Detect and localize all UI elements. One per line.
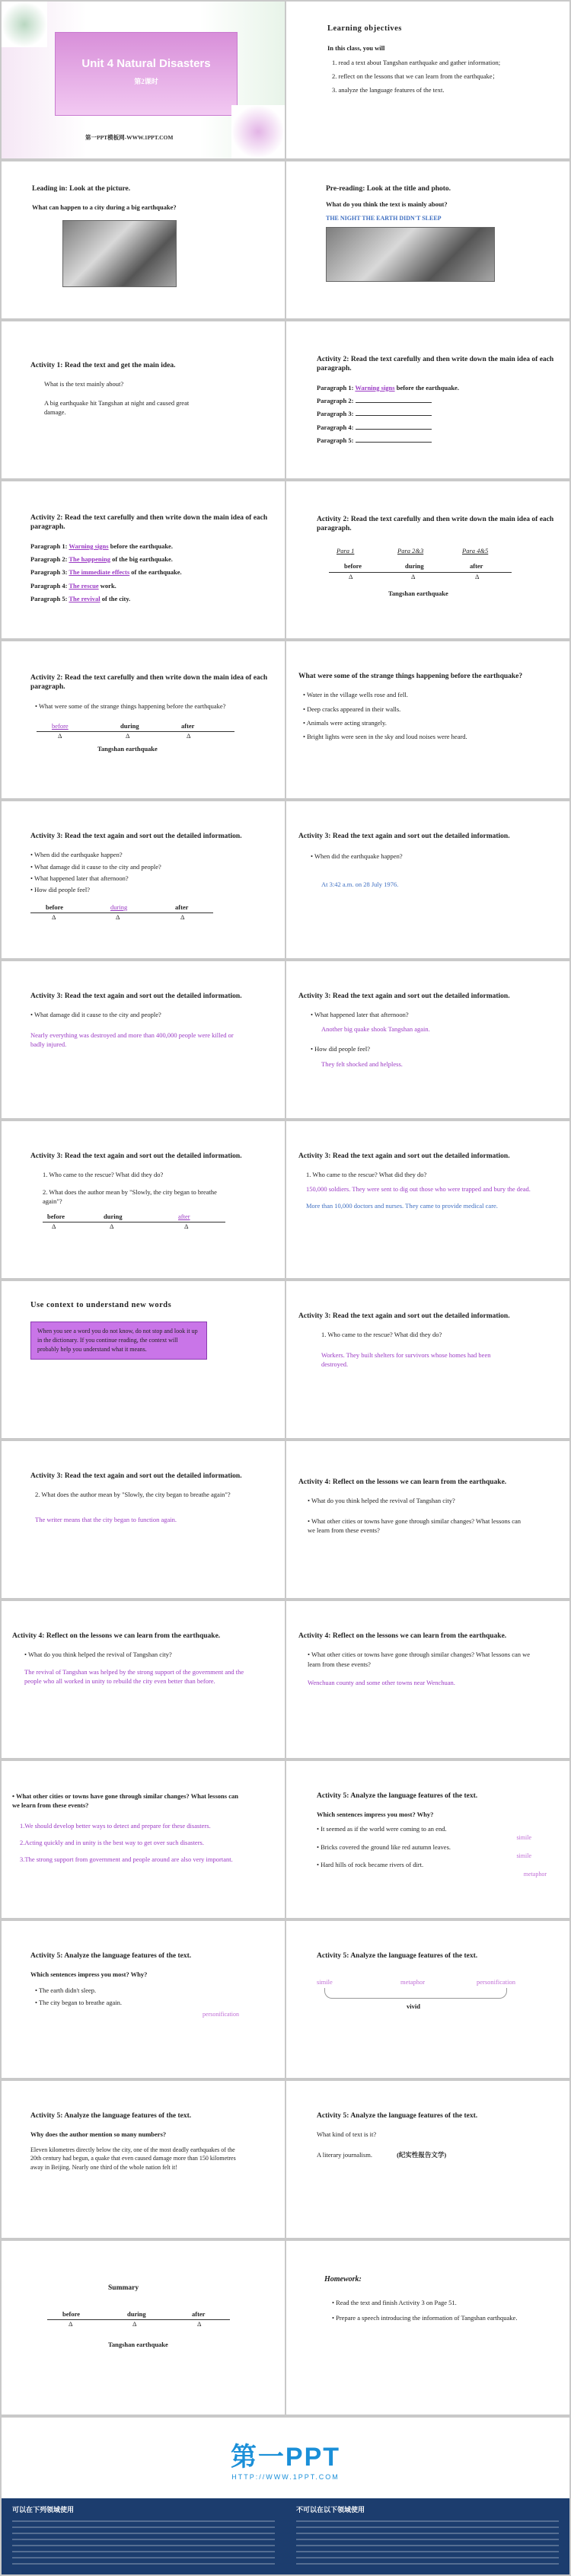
title-panel xyxy=(55,32,238,116)
para-label: Para 4&5 xyxy=(462,546,489,555)
page-title: Unit 4 Natural Disasters xyxy=(81,57,211,70)
question-text: 1. Who came to the rescue? What did they do? xyxy=(321,1331,442,1339)
sentence-item: • Hard hills of rock became rivers of dirt. xyxy=(317,1861,424,1869)
answer-text: More than 10,000 doctors and nurses. They came to provide medical care. xyxy=(306,1201,498,1210)
link-list xyxy=(296,2520,559,2566)
site-label: 第一PPT模板网-WWW.1PPT.COM xyxy=(85,134,174,141)
slide-activity5-vivid xyxy=(286,1921,569,2078)
center-label: vivid xyxy=(407,2002,420,2011)
slide-title: Homework: xyxy=(324,2275,362,2284)
disallowed-uses: 不可以在以下领域使用 xyxy=(286,2498,569,2574)
slide-title: Activity 2: Read the text carefully and then write down the main idea of each paragraph. xyxy=(30,514,268,532)
question-text: • What other cities or towns have gone through similar changes? What lessons can we learn from these events? xyxy=(308,1517,522,1534)
question-text: • How did people feel? xyxy=(311,1044,371,1053)
slide-activity3-rescue xyxy=(2,1121,285,1278)
list-item: • Bright lights were seen in the sky and loud noises were heard. xyxy=(303,733,467,741)
homework-item: • Read the text and finish Activity 3 on Page 51. xyxy=(332,2298,457,2306)
question-text: What kind of text is it? xyxy=(317,2130,377,2139)
timeline-label: during xyxy=(110,903,128,911)
slide-title: Activity 3: Read the text again and sort out the detailed information. xyxy=(298,992,510,1000)
slide-activity1 xyxy=(2,321,285,478)
rescue-photo xyxy=(326,227,495,282)
slide-activity2-timeline xyxy=(286,481,569,638)
slide-activity3-when xyxy=(286,801,569,958)
timeline-mark: Δ xyxy=(52,1222,56,1231)
answer-text: Nearly everything was destroyed and more than 400,000 people were killed or badly injured. xyxy=(30,1031,234,1048)
timeline xyxy=(37,720,234,758)
question-text: • What other cities or towns have gone through similar changes? What lessons can we learn from these events? xyxy=(12,1792,238,1810)
feature-label: metaphor xyxy=(400,1978,426,1986)
timeline-label: during xyxy=(104,1213,123,1221)
slide-activity3-afternoon xyxy=(286,961,569,1118)
timeline-line xyxy=(329,572,512,573)
question-text: • What happened later that afternoon? xyxy=(311,1011,409,1019)
timeline-mark: Δ xyxy=(126,732,130,740)
slide-title: Activity 3: Read the text again and sort out the detailed information. xyxy=(30,833,242,840)
timeline-mark: Δ xyxy=(180,912,185,921)
timeline-label: after xyxy=(192,2309,206,2318)
answer-text: Wenchuan county and some other towns near Wenchuan. xyxy=(308,1678,455,1686)
slide-title: Use context to understand new words xyxy=(30,1301,172,1309)
question-text: 2. What does the author mean by "Slowly, the city began to breathe again"? xyxy=(35,1491,231,1499)
paragraph-row: Paragraph 4: xyxy=(317,423,554,432)
slide-activity3-damage xyxy=(2,961,285,1118)
answer-text: At 3:42 a.m. on 28 July 1976. xyxy=(321,880,399,888)
question-text: Which sentences impress you most? Why? xyxy=(317,1811,434,1819)
timeline xyxy=(329,543,512,604)
logo-text: 第一PPT xyxy=(230,2443,341,2472)
timeline-mark: Δ xyxy=(475,572,480,580)
bracket-line xyxy=(324,1988,507,1999)
question-text: • What damage did it cause to the city and people? xyxy=(30,1011,161,1019)
question-text: 1. Who came to the rescue? What did they do? xyxy=(43,1171,164,1179)
question-text: • What do you think helped the revival of Tangshan city? xyxy=(24,1651,172,1659)
paragraph-row: Paragraph 1: Warning signs before the earthquake. xyxy=(317,383,459,392)
slide-title xyxy=(2,2,285,158)
allowed-uses: 可以在下列领域使用 xyxy=(2,2498,286,2574)
slide-activity5-personification xyxy=(2,1921,285,2078)
footer-logo xyxy=(2,2418,569,2481)
figure-note: personification xyxy=(203,2011,239,2018)
slide-title: Activity 4: Reflect on the lessons we can learn from the earthquake. xyxy=(298,1632,507,1640)
paragraph-row: Paragraph 2: The happening of the big earthquake. xyxy=(30,555,173,563)
timeline-label: before xyxy=(52,722,69,730)
answer-text: Workers. They built shelters for survivors whose homes had been destroyed. xyxy=(321,1350,491,1368)
paragraph-row: Paragraph 3: The immediate effects of the earthquake. xyxy=(30,568,182,577)
timeline-label: during xyxy=(120,722,139,730)
paragraph-row: Paragraph 1: Warning signs before the earthquake. xyxy=(30,542,173,550)
slide-activity3-rescue-answer xyxy=(286,1121,569,1278)
question-text: What can happen to a city during a big earthquake? xyxy=(32,203,177,212)
list-item: • Water in the village wells rose and fell. xyxy=(303,691,408,699)
slide-title: Activity 4: Reflect on the lessons we can learn from the earthquake. xyxy=(298,1478,507,1486)
slide-title: Activity 5: Analyze the language features of the text. xyxy=(30,2112,192,2120)
logo-url: HTTP://WWW.1PPT.COM xyxy=(231,2473,340,2481)
slide-lessons xyxy=(2,1761,285,1918)
question-text: • What were some of the strange things happening before the earthquake? xyxy=(35,702,226,710)
question-text: • What do you think helped the revival of Tangshan city? xyxy=(308,1497,455,1505)
figure-note: metaphor xyxy=(523,1870,547,1878)
link-list xyxy=(12,2520,275,2566)
question-item: • How did people feel? xyxy=(30,886,91,894)
question-text: • What other cities or towns have gone through similar changes? What lessons can we learn from these events? xyxy=(308,1651,531,1668)
slide-title: Activity 2: Read the text carefully and then write down the main idea of each paragraph. xyxy=(30,674,268,692)
list-item: • Deep cracks appeared in their walls. xyxy=(303,705,401,713)
answer-text: The revival of Tangshan was helped by the strong support of the government and the people who all worked in unity to rebuild the city even better than before. xyxy=(24,1667,244,1685)
answer-text: A literary journalism. (纪实性报告文学) xyxy=(317,2150,447,2159)
slide-activity2-answers xyxy=(2,481,285,638)
slide-homework xyxy=(286,2241,569,2415)
slide-summary xyxy=(2,2241,285,2415)
slide-title: Activity 5: Analyze the language features of the text. xyxy=(317,1792,478,1800)
paragraph-row: Paragraph 3: xyxy=(317,409,554,418)
question-text: • When did the earthquake happen? xyxy=(311,852,403,861)
timeline-label: after xyxy=(181,722,195,730)
slide-activity3-workers xyxy=(286,1281,569,1438)
sentence-item: • It seemed as if the world were coming to an end. xyxy=(317,1824,447,1833)
timeline-label: before xyxy=(62,2309,80,2318)
feature-label: simile xyxy=(317,1978,333,1986)
answer-text: The writer means that the city began to function again. xyxy=(35,1515,177,1523)
paragraph-row: Paragraph 2: xyxy=(317,396,554,405)
objective-item: 3. analyze the language features of the text. xyxy=(332,86,445,94)
timeline-mark: Δ xyxy=(110,1222,114,1231)
para-label: Para 2&3 xyxy=(397,546,424,555)
question-text: What do you think the text is mainly about? xyxy=(326,200,448,209)
timeline-caption: Tangshan earthquake xyxy=(388,589,448,597)
timeline-mark: Δ xyxy=(411,572,416,580)
objective-item: 1. read a text about Tangshan earthquake and gather information; xyxy=(332,58,501,66)
timeline-label: before xyxy=(344,561,362,570)
figure-note: simile xyxy=(516,1852,531,1859)
answer-text: A big earthquake hit Tangshan at night and caused great damage. xyxy=(44,398,190,416)
slide-title: Activity 3: Read the text again and sort out the detailed information. xyxy=(298,833,510,840)
question-text: 2. What does the author mean by "Slowly, the city began to breathe again"? xyxy=(43,1187,217,1205)
earthquake-photo xyxy=(62,220,177,287)
answer-item: 2.Acting quickly and in unity is the best way to get over such disasters. xyxy=(20,1838,204,1846)
timeline-mark: Δ xyxy=(349,572,353,580)
timeline-mark: Δ xyxy=(52,912,56,921)
slide-title: Activity 3: Read the text again and sort out the detailed information. xyxy=(298,1312,510,1320)
timeline-mark: Δ xyxy=(116,912,120,921)
timeline-caption: Tangshan earthquake xyxy=(108,2340,168,2348)
intro-text: In this class, you will xyxy=(327,44,385,53)
question-text: Which sentences impress you most? Why? xyxy=(30,1970,148,1979)
timeline-label: before xyxy=(46,903,63,911)
answer-item: 3.The strong support from government and people around are also very important. xyxy=(20,1855,233,1864)
headline-text: THE NIGHT THE EARTH DIDN'T SLEEP xyxy=(326,214,442,222)
slide-title: Leading in: Look at the picture. xyxy=(32,185,131,193)
slide-activity3-questions xyxy=(2,801,285,958)
page-subtitle: 第2课时 xyxy=(134,77,158,85)
slide-title: Activity 4: Reflect on the lessons we can learn from the earthquake. xyxy=(12,1632,221,1640)
para-label: Para 1 xyxy=(337,546,355,555)
timeline-label: after xyxy=(470,561,483,570)
timeline-mark: Δ xyxy=(69,2319,73,2328)
slide-title: Activity 3: Read the text again and sort out the detailed information. xyxy=(298,1152,510,1160)
timeline xyxy=(47,2309,230,2355)
question-text: What is the text mainly about? xyxy=(44,380,124,388)
timeline-line xyxy=(37,731,234,732)
timeline-mark: Δ xyxy=(187,732,191,740)
flower-decoration xyxy=(231,105,285,158)
timeline-label: during xyxy=(127,2309,146,2318)
slide-title: Activity 3: Read the text again and sort out the detailed information. xyxy=(30,992,242,1000)
slide-activity5-texttype xyxy=(286,2081,569,2238)
slide-title: Activity 2: Read the text carefully and then write down the main idea of each paragraph. xyxy=(317,516,554,533)
answer-item: 1.We should develop better ways to detect and prepare for these disasters. xyxy=(20,1821,211,1830)
timeline-mark: Δ xyxy=(197,2319,202,2328)
excerpt-text: Eleven kilometres directly below the city, one of the most deadly earthquakes of the 20th century had begun, a quake that even caused damage more than 150 kilometres away in Beijing. Nearly one third of the whole nation felt it! xyxy=(30,2146,236,2171)
timeline-caption: Tangshan earthquake xyxy=(97,745,158,753)
slide-title: What were some of the strange things happening before the earthquake? xyxy=(298,673,523,680)
paragraph-row: Paragraph 5: The revival of the city. xyxy=(30,594,131,602)
question-text: Why does the author mention so many numbers? xyxy=(30,2130,167,2139)
timeline-mark: Δ xyxy=(58,732,62,740)
timeline-mark: Δ xyxy=(132,2319,137,2328)
sentence-item: • The earth didn't sleep. xyxy=(35,1986,97,1994)
slide-title: Summary xyxy=(108,2284,139,2292)
footer-banner xyxy=(2,2418,569,2574)
figure-note: simile xyxy=(516,1833,531,1841)
slide-activity2-strange xyxy=(2,641,285,798)
slide-title: Activity 5: Analyze the language features of the text. xyxy=(30,1952,192,1960)
paragraph-row: Paragraph 5: xyxy=(317,436,554,445)
answer-text: 150,000 soldiers. They were sent to dig out those who were trapped and bury the dead. xyxy=(306,1184,531,1193)
timeline xyxy=(30,903,213,925)
slide-activity5-numbers xyxy=(2,2081,285,2238)
slide-title: Activity 2: Read the text carefully and then write down the main idea of each paragraph. xyxy=(317,356,554,373)
slide-title: Pre-reading: Look at the title and photo. xyxy=(326,185,451,193)
timeline xyxy=(43,1212,225,1235)
answer-text: Another big quake shook Tangshan again. xyxy=(321,1024,430,1033)
slide-title: Activity 3: Read the text again and sort out the detailed information. xyxy=(30,1152,242,1160)
homework-item: • Prepare a speech introducing the information of Tangshan earthquake. xyxy=(332,2313,518,2322)
timeline-mark: Δ xyxy=(184,1222,189,1231)
timeline-label: after xyxy=(175,903,189,911)
timeline-label: before xyxy=(47,1213,65,1221)
slide-activity4-cities xyxy=(286,1601,569,1758)
slide-objectives xyxy=(286,2,569,158)
timeline-line xyxy=(47,2319,230,2320)
question-item: • What happened later that afternoon? xyxy=(30,874,129,882)
slide-activity3-breathe xyxy=(2,1441,285,1598)
flower-decoration xyxy=(2,2,47,47)
sentence-item: • The city began to breathe again. xyxy=(35,1998,122,2006)
slide-activity5-similes xyxy=(286,1761,569,1918)
feature-label: personification xyxy=(477,1978,515,1986)
slide-title: Activity 5: Analyze the language features of the text. xyxy=(317,1952,478,1960)
answer-text: They felt shocked and helpless. xyxy=(321,1060,403,1069)
paragraph-row: Paragraph 4: The rescue work. xyxy=(30,581,116,590)
slide-activity2-blank xyxy=(286,321,569,478)
question-text: 1. Who came to the rescue? What did they do? xyxy=(306,1171,427,1179)
slide-context-words xyxy=(2,1281,285,1438)
timeline-line xyxy=(30,912,213,913)
list-item: • Animals were acting strangely. xyxy=(303,718,387,727)
slide-pre-reading xyxy=(286,161,569,318)
question-item: • When did the earthquake happen? xyxy=(30,851,123,859)
slide-title: Learning objectives xyxy=(327,24,402,33)
feature-diagram xyxy=(317,1970,530,2023)
slide-title: Activity 1: Read the text and get the main idea. xyxy=(30,362,176,369)
timeline-label: during xyxy=(405,561,424,570)
question-item: • What damage did it cause to the city and people? xyxy=(30,862,161,871)
slide-leading-in xyxy=(2,161,285,318)
slide-strange-things xyxy=(286,641,569,798)
slide-title: Activity 5: Analyze the language features of the text. xyxy=(317,2112,478,2120)
slide-activity4-questions xyxy=(286,1441,569,1598)
footer-info xyxy=(2,2498,569,2574)
sentence-item: • Bricks covered the ground like red autumn leaves. xyxy=(317,1843,451,1851)
slide-title: Activity 3: Read the text again and sort out the detailed information. xyxy=(30,1472,242,1480)
slide-activity4-revival xyxy=(2,1601,285,1758)
objective-item: 2. reflect on the lessons that we can learn from the earthquake； xyxy=(332,72,499,80)
tip-box: When you see a word you do not know, do not stop and look it up in the dictionary. If you continue reading, the context will probably help you understand what it means. xyxy=(30,1322,207,1360)
timeline-label: after xyxy=(178,1213,190,1221)
